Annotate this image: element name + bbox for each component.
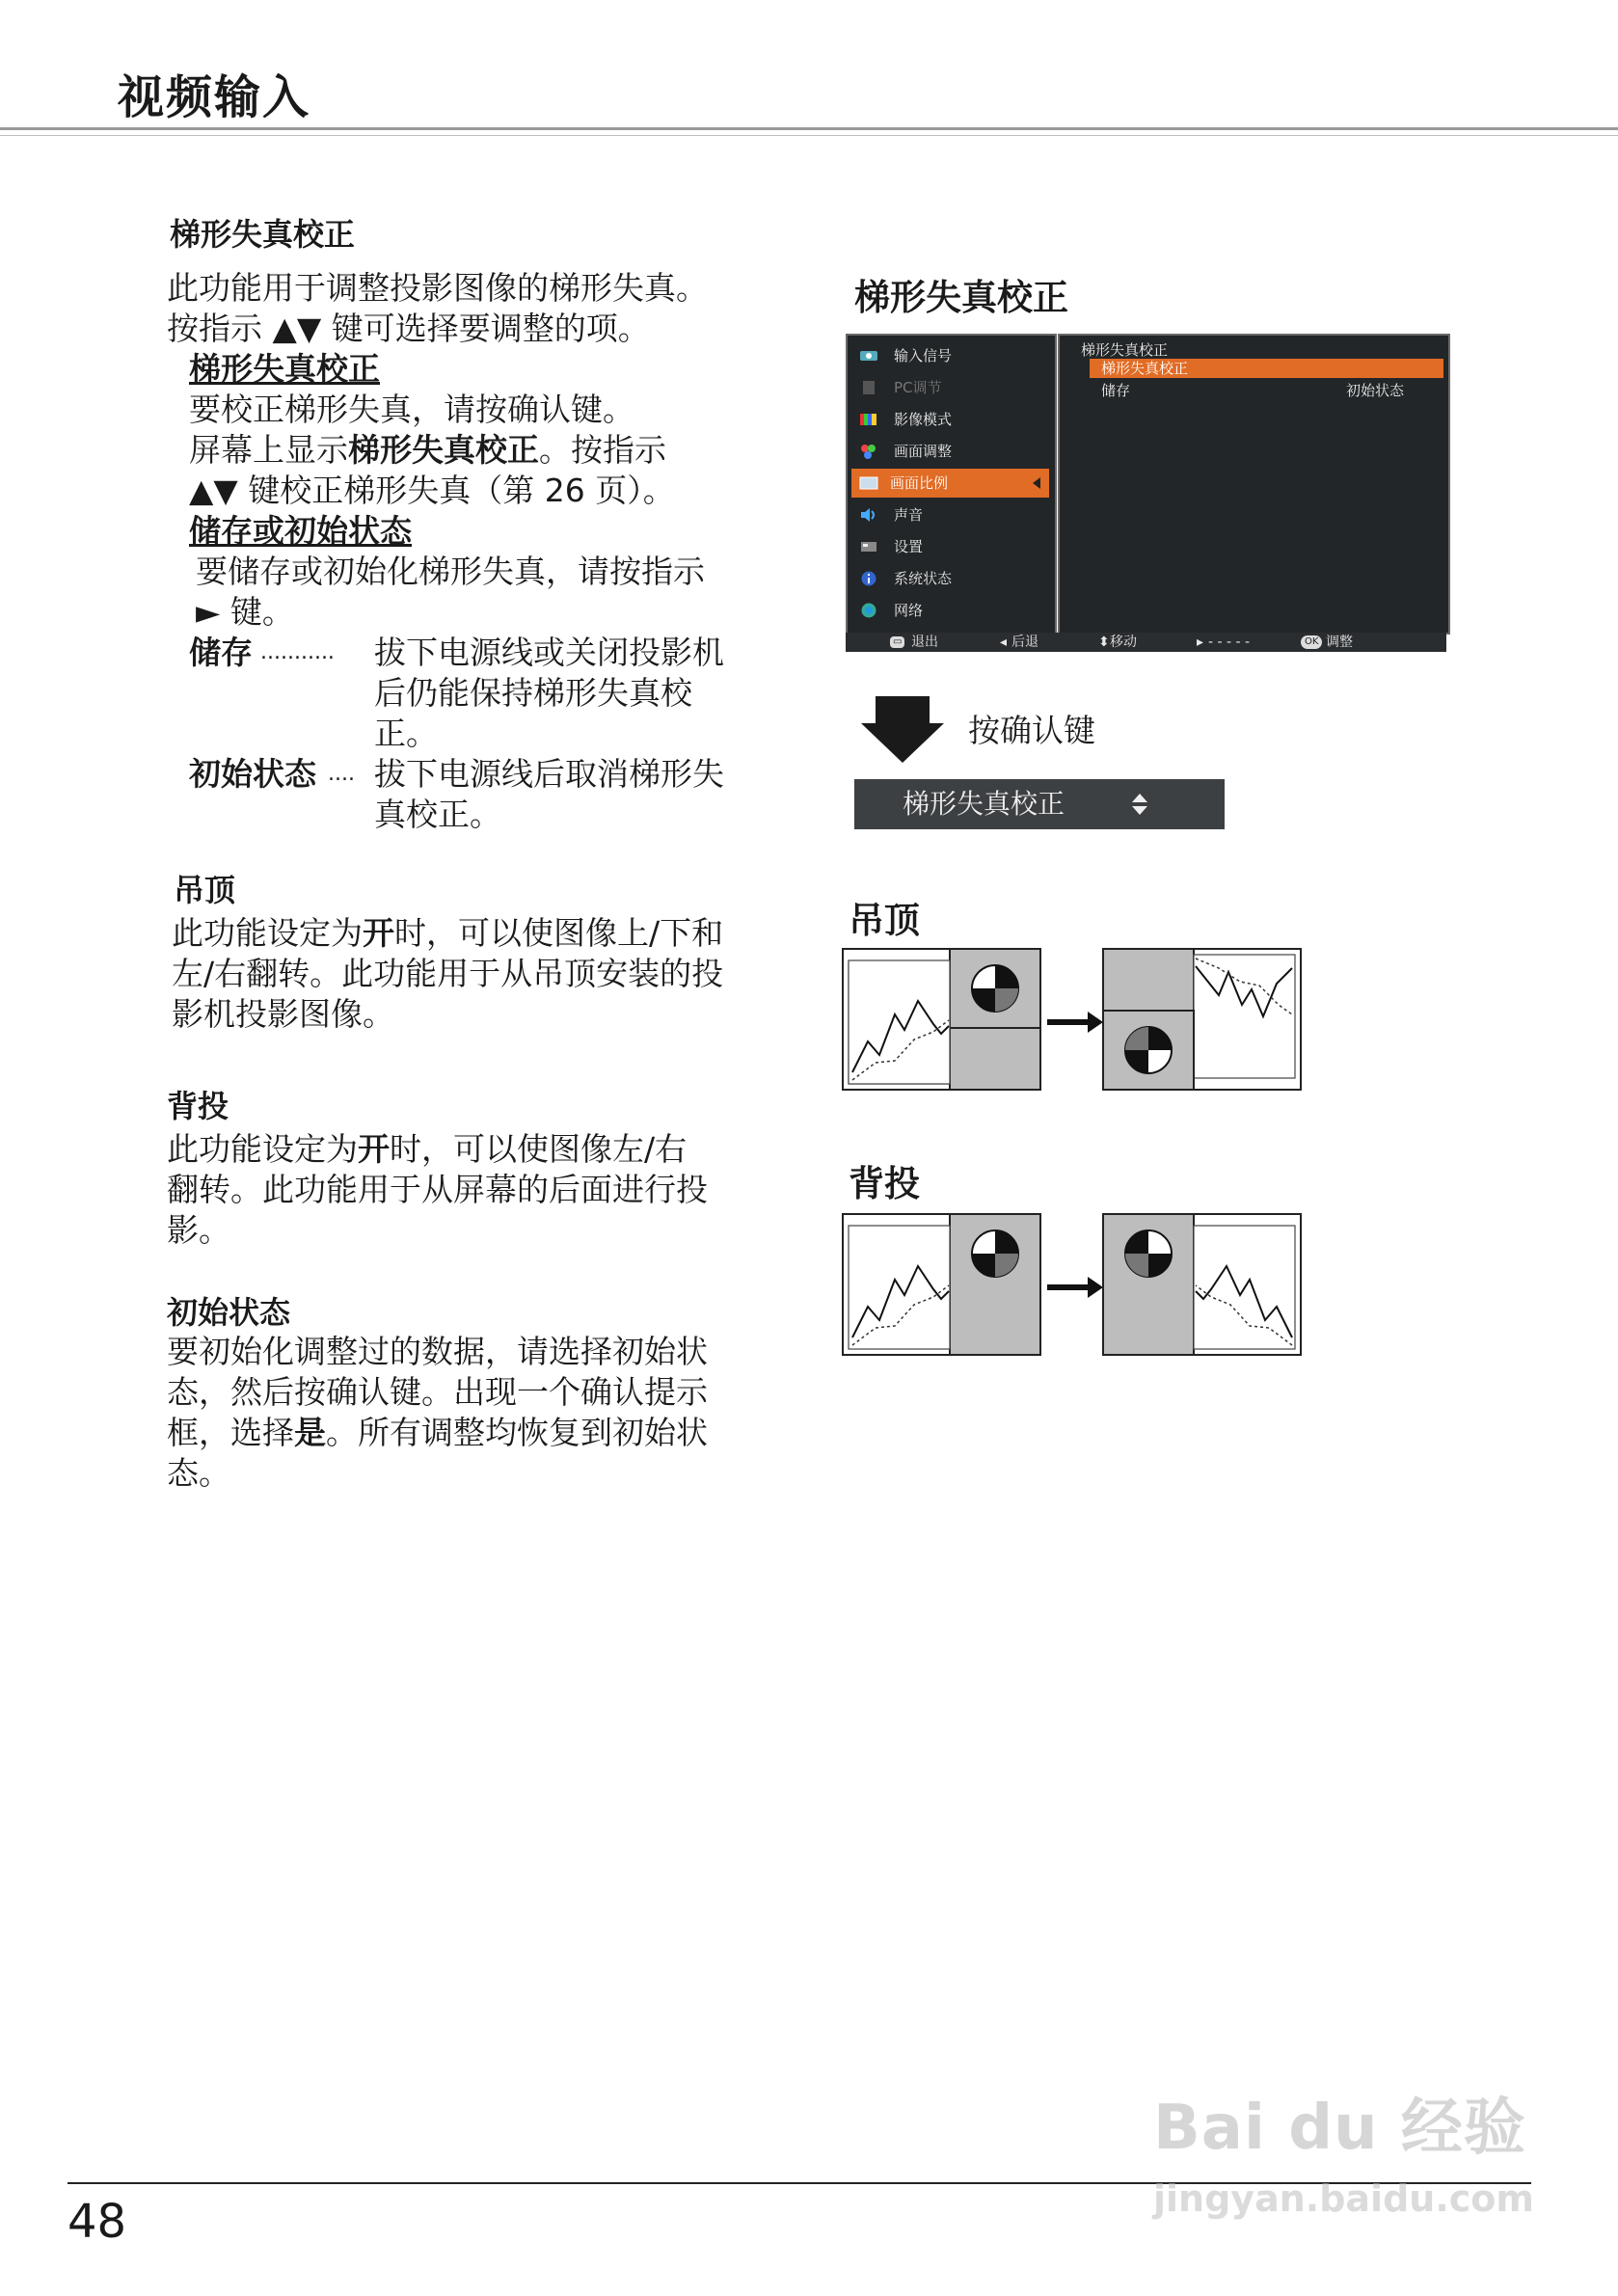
menu-item-picture-adjust[interactable] [859,437,1052,466]
rear-text-3: 影。 [167,1211,230,1249]
menu-key-icon: ▭ [890,636,904,648]
reset-text-2: 态，然后按确认键。出现一个确认提示 [167,1373,708,1411]
rear-diagram [841,1212,1304,1357]
settings-icon [859,539,878,554]
ceiling-text-2: 左/右翻转。此功能用于从吊顶安装的投 [172,955,724,992]
rear-figure-title: 背投 [849,1163,920,1204]
up-down-small-icon: ⬍ [1098,635,1110,650]
rear-heading: 背投 [167,1088,229,1124]
text-span: 。按指示 [539,431,666,469]
menu-item-input[interactable] [859,341,1052,370]
keystone-sub1-title: 梯形失真校正 [189,350,380,388]
watermark-url: jingyan.baidu.com [1153,2177,1534,2220]
store-label: 储存 [189,634,253,671]
reset-heading: 初始状态 [167,1294,291,1331]
page-title: 视频输入 [118,70,311,124]
submenu-item-keystone[interactable] [1090,359,1443,378]
keystone-text-2: 按指示 ▲▼ 键可选择要调整的项。 [167,310,650,347]
keystone-sub1-text-2 [189,430,666,471]
text-span: 。所有调整均恢复到初始状 [326,1414,708,1451]
menu-item-label: 声音 [894,506,924,524]
submenu-item-value: 初始状态 [1346,382,1405,399]
header-rule-thin [0,135,1618,136]
reset-dots: .... [328,762,355,786]
menu-item-pc-adjust[interactable] [859,373,1052,402]
rear-text-1 [167,1129,687,1170]
text-span: 屏幕上显示 [189,431,348,469]
store-desc-2: 后仍能保持梯形失真校 [374,674,692,712]
image-mode-icon [859,412,878,427]
help-back: 后退 [1011,635,1038,650]
text-span: 时，可以使图像左/右 [390,1130,688,1168]
ceiling-text-1 [172,913,723,954]
reset-desc-1: 拔下电源线后取消梯形失 [374,755,724,793]
menu-item-settings[interactable] [859,532,1052,561]
menu-item-screen-ratio[interactable] [851,469,1049,498]
ceiling-diagram [841,947,1304,1092]
ceiling-heading: 吊顶 [174,872,236,908]
menu-item-label: PC调节 [894,379,942,396]
menu-item-label: 输入信号 [894,347,953,365]
up-down-arrow-icon [1130,793,1149,816]
reset-text-1: 要初始化调整过的数据，请选择初始状 [167,1333,708,1370]
bold-span: 开 [363,914,394,952]
bold-span: 开 [358,1130,390,1168]
keystone-figure-title: 梯形失真校正 [854,277,1068,318]
menu-item-network[interactable] [859,596,1052,625]
keystone-sub2-title: 储存或初始状态 [189,512,412,550]
store-desc-1: 拔下电源线或关闭投影机 [374,634,724,671]
keystone-heading: 梯形失真校正 [170,216,356,253]
arrow-left-icon [1031,476,1042,490]
watermark-logo: Bai du 经验 [1153,2093,1526,2164]
reset-text-4: 态。 [167,1454,230,1492]
keystone-sub1-text-3: ▲▼ 键校正梯形失真（第 26 页）。 [189,472,675,509]
keystone-sub2-text-1: 要储存或初始化梯形失真，请按指示 [196,553,705,590]
menu-item-label: 画面比例 [890,474,949,492]
osd-main-menu [846,334,1057,635]
reset-desc-2: 真校正。 [374,796,501,833]
text-span: 此功能设定为 [167,1130,358,1168]
network-icon [859,603,878,618]
header-rule [0,127,1618,130]
text-span: 此功能设定为 [172,914,363,952]
picture-adjust-icon [859,444,878,459]
osd-submenu [1058,334,1450,635]
text-span: 时，可以使图像上/下和 [394,914,724,952]
menu-item-system-status[interactable] [859,564,1052,593]
screen-ratio-icon [859,475,878,491]
text-span: 框，选择 [167,1414,294,1451]
help-dashes: - - - - - [1208,635,1251,650]
press-confirm-label: 按确认键 [968,712,1095,749]
submenu-item-label: 储存 [1101,382,1131,399]
reset-label: 初始状态 [189,755,316,793]
pc-adjust-icon [859,380,878,395]
help-exit: 退出 [911,635,938,650]
store-dots: ........... [260,640,335,664]
rear-text-2: 翻转。此功能用于从屏幕的后面进行投 [167,1171,708,1208]
keystone-bar-label: 梯形失真校正 [903,788,1065,820]
page-number: 48 [67,2195,127,2249]
submenu-item-store[interactable] [1090,380,1443,401]
menu-item-sound[interactable] [859,500,1052,529]
store-desc-3: 正。 [374,715,438,752]
arrow-right-small-icon: ▸ [1197,635,1204,650]
menu-item-label: 网络 [894,602,924,619]
arrow-down-icon [859,696,946,764]
keystone-sub2-text-2: ► 键。 [196,593,294,631]
help-adjust: 调整 [1326,635,1353,650]
submenu-item-label: 梯形失真校正 [1101,360,1189,377]
menu-item-label: 系统状态 [894,570,953,587]
speaker-icon [859,507,878,523]
input-icon [859,348,878,364]
info-icon [859,571,878,586]
ok-key-icon: OK [1301,635,1322,649]
reset-text-3 [167,1413,708,1453]
osd-help-bar [846,633,1446,652]
menu-item-label: 影像模式 [894,411,953,428]
menu-item-label: 设置 [894,538,924,555]
arrow-left-small-icon: ◂ [1000,635,1008,650]
bold-span: 是 [294,1414,326,1451]
bold-span: 梯形失真校正 [348,431,539,469]
help-move: 移动 [1110,635,1137,650]
submenu-title: 梯形失真校正 [1081,341,1169,359]
keystone-sub1-text-1: 要校正梯形失真，请按确认键。 [189,391,634,428]
menu-item-image-mode[interactable] [859,405,1052,434]
keystone-text-1: 此功能用于调整投影图像的梯形失真。 [167,269,708,307]
keystone-adjust-bar[interactable] [854,779,1225,829]
ceiling-figure-title: 吊顶 [849,900,920,941]
menu-item-label: 画面调整 [894,443,953,460]
ceiling-text-3: 影机投影图像。 [172,995,394,1033]
